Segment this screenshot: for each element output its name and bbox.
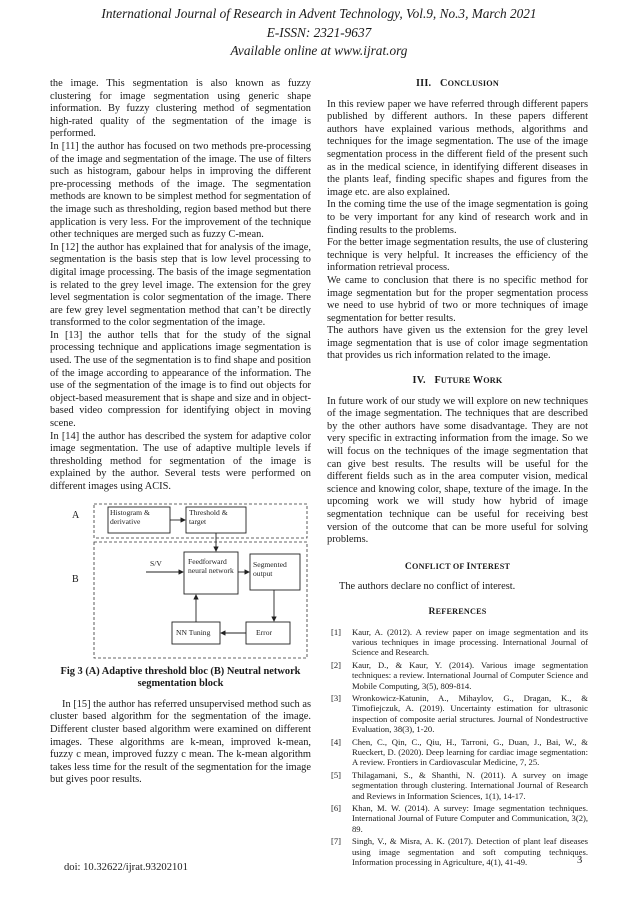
reference-text: Chen, C., Qin, C., Qiu, H., Tarroni, G., Duan, J., Bai, W., & Rueckert, D. (2020). Deep learning for cardiac image segmentation: A review. Frontiers in Cardiovascular Medicine, 7, 25. xyxy=(352,736,588,768)
reference-number: [6] xyxy=(331,803,342,814)
paragraph: In [13] the author tells that for the study of the signal processing technique and applications image segmentation is used. The use of the segmentation is to find shape and position of the image according to appearance of the information. The use of the segmentation of the image is to find out objects for object-based measurement that is shape and size and in object-based video compression for identifying object in moving scene. xyxy=(50,329,311,430)
journal-title: International Journal of Research in Advent Technology, Vol.9, No.3, March 2021 xyxy=(101,6,537,21)
future-work-heading xyxy=(327,375,588,388)
paragraph: the image. This segmentation is also known as fuzzy clustering for image segmentation using generic shape information. By fuzzy clustering method of segmentation high-rated quality of the segmentation of the image is performed. xyxy=(50,78,311,140)
histogram-label: Histogram & derivative xyxy=(110,507,150,526)
reference-number: [1] xyxy=(331,626,342,637)
reference-item xyxy=(327,836,588,867)
figure-label-a: A xyxy=(72,509,80,521)
reference-item xyxy=(327,627,588,658)
segmented-label: Segmented output xyxy=(253,559,287,578)
heading-rest: NTEREST xyxy=(470,561,511,571)
reference-text: Khan, M. W. (2014). A survey: Image segmentation techniques. International Journal of Future Computer and Communication, 3(2), 89. xyxy=(352,803,588,834)
heading-initial: C xyxy=(404,560,413,572)
reference-text: Wronkowicz-Katunin, A., Mihaylov, G., Dragan, K., & Timofiejczuk, A. (2019). Uncertainty estimation for ultrasonic inspection of composite aerial structures. Journal of Nondestructive Evaluation, 38(3), 1-20. xyxy=(352,693,588,735)
left-column xyxy=(50,78,311,787)
doi: doi: 10.32622/ijrat.93202101 xyxy=(64,862,188,873)
reference-number: [3] xyxy=(331,693,342,703)
right-column xyxy=(327,78,588,870)
conflict-statement: The authors declare no conflict of interest. xyxy=(339,581,516,593)
figure-caption: Fig 3 (A) Adaptive threshold bloc (B) Neutral network segmentation block xyxy=(60,665,301,690)
heading-initial: F xyxy=(434,375,441,387)
paragraph: In [14] the author has described the system for adaptive color image segmentation. The use of adaptive multiple levels if thresholding method for segmentation of the image is explained by the author. Several tests were performed on different images using ACIS. xyxy=(50,430,311,492)
paragraph: In this review paper we have referred through different papers published by different authors. In these papers different authors have explained various methods, algorithms and techniques for the image segmentation. The use of the image segmentation process in the different field of the present such as in the medical science, in identifying different diseases in the plants leaf, finding specific shapes and figures from the image etc. are also explained. xyxy=(327,98,588,198)
reference-text: Singh, V., & Misra, A. K. (2017). Detection of plant leaf diseases using image segmentation and soft computing techniques. Information processing in Agriculture, 4(1), 41-49. xyxy=(352,836,588,868)
reference-item xyxy=(327,693,588,735)
error-label: Error xyxy=(256,627,273,637)
reference-number: [7] xyxy=(331,836,342,847)
reference-list xyxy=(327,627,588,868)
heading-rest: ONCLUSION xyxy=(447,79,499,88)
reference-text: Thilagamani, S., & Shanthi, N. (2011). A survey on image segmentation through clustering. International Journal of Research and Reviews in Information Sciences, 1(1), 14-17. xyxy=(352,769,588,801)
figure-3-diagram xyxy=(50,502,311,660)
issn-line: E-ISSN: 2321-9637 xyxy=(266,25,372,40)
paragraph: We came to conclusion that there is no specific method for image segmentation but for the proper segmentation process we need to use hybrid of two or more techniques of image segmentation for better results. xyxy=(327,274,588,324)
paragraph: In [15] the author has referred unsupervised method such as cluster based algorithm for the segmentation of the image. Different cluster based algorithm were examined on different images. These algorithms are k-mean, improved k-mean, fuzzy c mean, improved fuzzy c mean. The k-mean algorithm takes less time for the result of the segmentation for the image but gives poor results. xyxy=(50,698,312,786)
heading-initial: W xyxy=(472,375,484,387)
reference-item xyxy=(327,660,588,691)
heading-rest: ONFLICT OF xyxy=(412,561,467,571)
website-line: Available online at www.ijrat.org xyxy=(230,43,408,58)
sv-label: S/V xyxy=(150,558,162,568)
heading-rest: ORK xyxy=(483,376,503,386)
paragraph: In the coming time the use of the image segmentation is going to be very important for any kind of research work and in finding results to the problems. xyxy=(327,199,588,236)
conclusion-heading xyxy=(327,78,588,91)
heading-initial: C xyxy=(440,78,448,89)
reference-text: Kaur, D., & Kaur, Y. (2014). Various image segmentation techniques: a review. International Journal of Computer Science and Mobile Computing, 3(5), 809-814. xyxy=(352,659,588,691)
heading-initial: R xyxy=(428,605,436,617)
heading-rest: EFERENCES xyxy=(435,606,487,616)
page-number: 3 xyxy=(577,855,583,866)
feedforward-label: Feedforward neural network xyxy=(188,556,234,575)
conflict-heading xyxy=(327,561,588,574)
nn-tuning-label: NN Tuning xyxy=(176,627,211,637)
section-number: IV. xyxy=(412,375,426,387)
paragraph: In future work of our study we will explore on new techniques of the image segmentation. The techniques that are described by the other authors have some disadvantage. They are not very specific in extracting information from the image. So we will focus on the techniques of the image segmentation that can give best results. The results will be useful for the different fields such as in the area computer vision, medical science and knowing color, shape, texture of the image. In the upcoming work we will study how hybrid of image segmentation technique can be useful for receiving best version of the outcome that can be more useful for solving problems. xyxy=(327,395,588,546)
figure-label-b: B xyxy=(72,573,79,585)
references-heading xyxy=(327,606,588,619)
paragraph: In [12] the author has explained that for analysis of the image, segmentation is the basis step that is low level processing to digital image processing. The basis of the image segmentation is related to the grey level image. The extension for the grey level segmentation is color segmentation of the image. There are few grey level segmentation method that can’t be directly transformed to the color segmentation of the image. xyxy=(50,241,311,329)
paragraph: For the better image segmentation results, the use of clustering technique is very helpful. It increases the efficiency of the information retrieval process. xyxy=(327,237,588,274)
reference-text: Kaur, A. (2012). A review paper on image segmentation and its various techniques in image processing. International Journal of Science and Research. xyxy=(352,626,588,658)
reference-number: [4] xyxy=(331,736,342,747)
paragraph: In [11] the author has focused on two methods pre-processing of the image and segmentation of the image. The use of filters such as histogram, gabour helps in improving the different pre-processing methods of the image. The segmentation methods are known to be simplest method for segmentation of the image such as thresholding, region based method but there application is very less. For the improvement of the technique other techniques are merged such as fuzzy C-mean. xyxy=(50,140,311,241)
threshold-label: Threshold & target xyxy=(189,507,228,526)
reference-item xyxy=(327,803,588,834)
heading-rest: UTURE xyxy=(440,376,473,386)
reference-item xyxy=(327,737,588,768)
heading-initial: I xyxy=(466,560,471,572)
section-number: III. xyxy=(416,78,432,89)
paragraph: The authors have given us the extension for the grey level image segmentation that is use of color image segmentation that provides us rich information related to the image. xyxy=(327,325,588,362)
reference-number: [2] xyxy=(331,659,342,670)
reference-number: [5] xyxy=(331,769,342,780)
reference-item xyxy=(327,770,588,801)
